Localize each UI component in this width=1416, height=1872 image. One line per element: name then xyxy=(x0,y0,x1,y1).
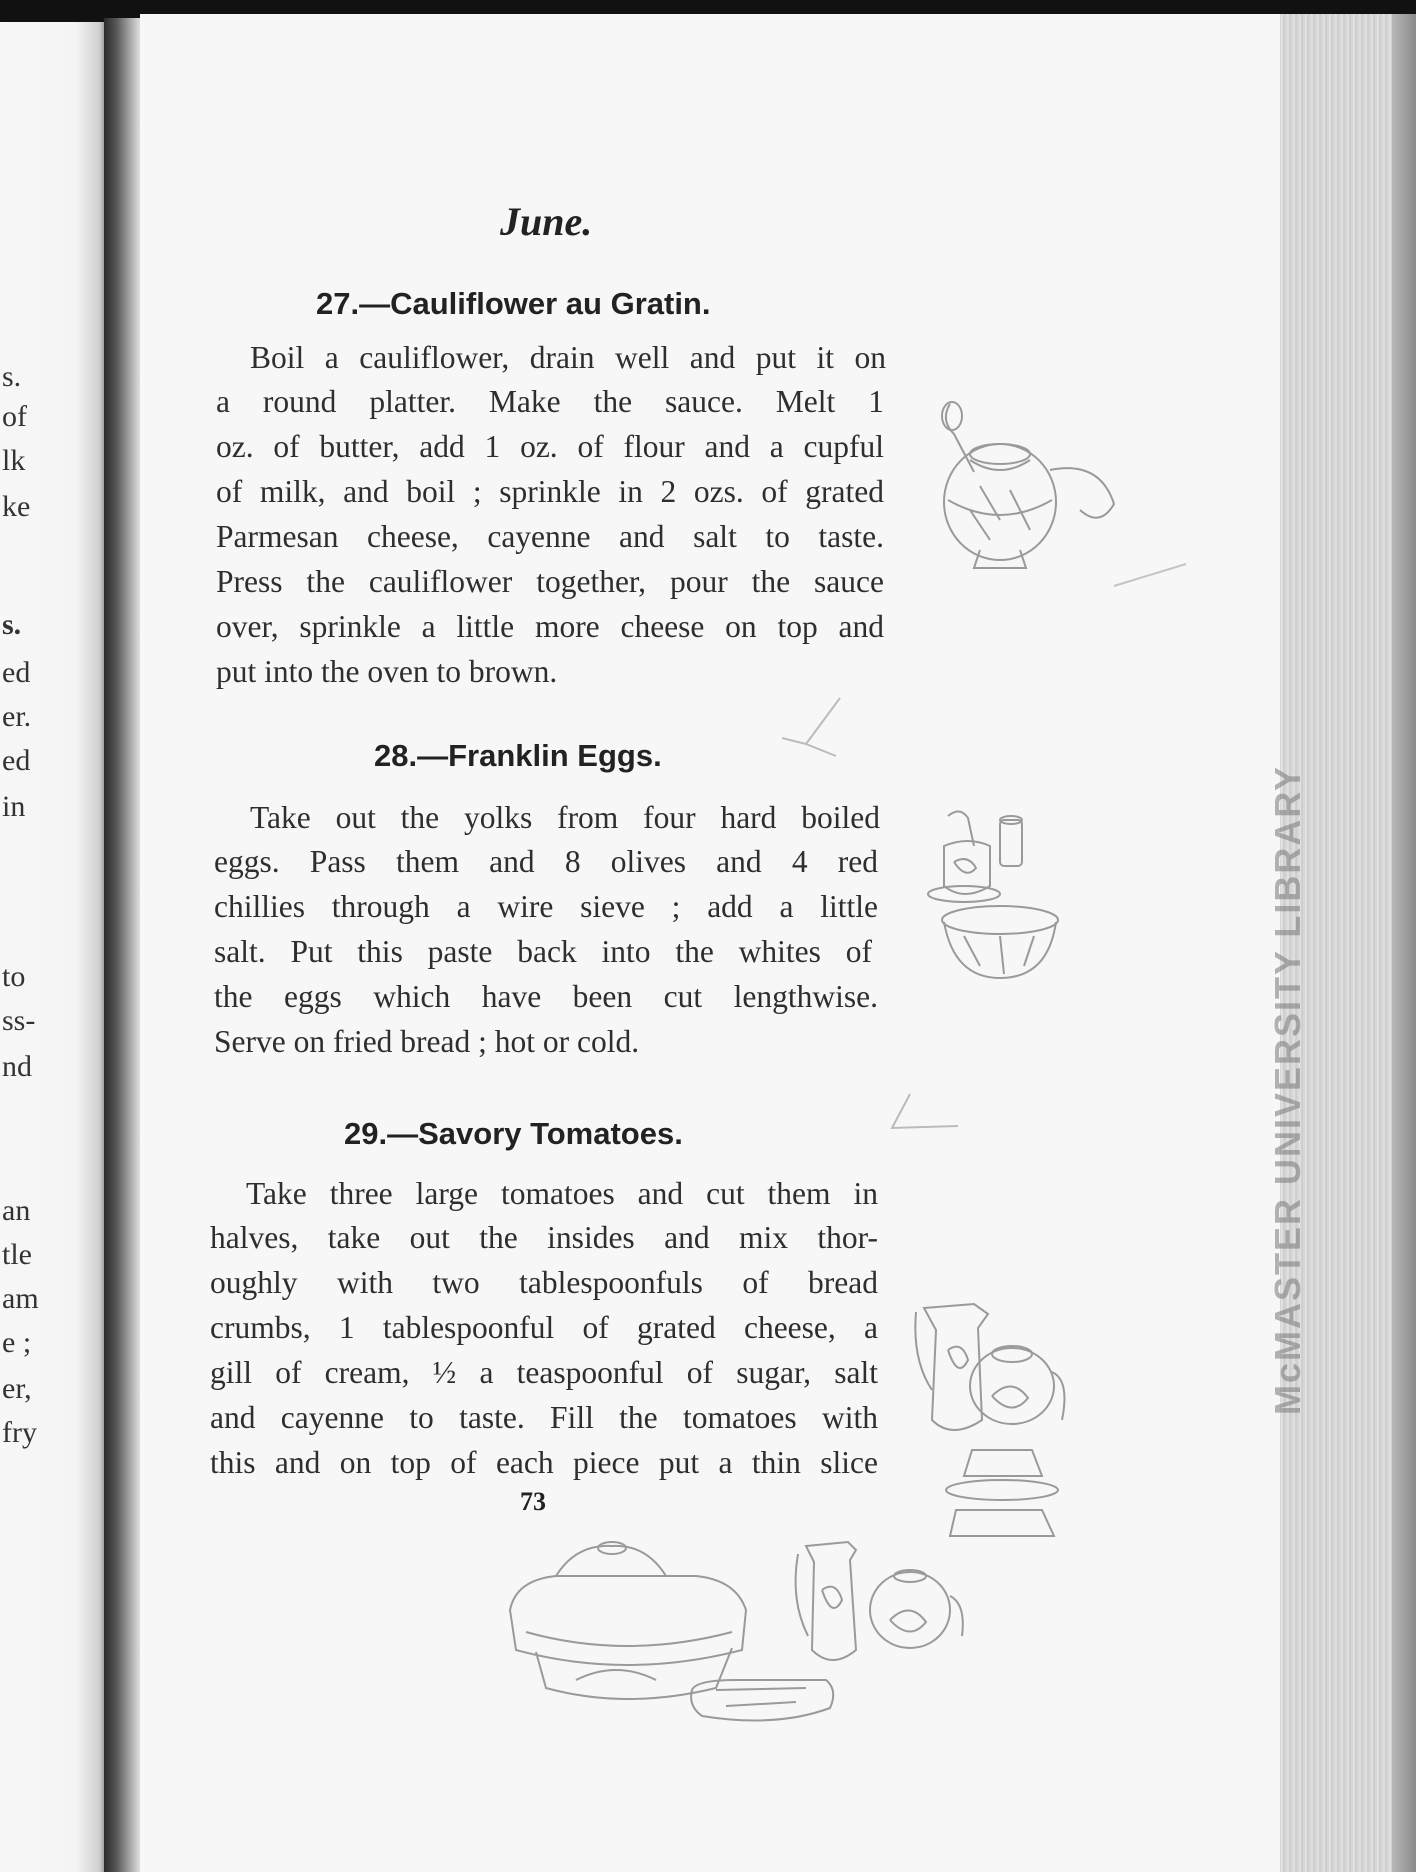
recipe-text-line: crumbs, 1 tablespoonful of grated cheese, a xyxy=(210,1310,878,1345)
pencil-mark xyxy=(776,694,846,764)
previous-page-fragment: tle xyxy=(2,1238,32,1271)
recipe-text-line: and cayenne to taste. Fill the tomatoes with xyxy=(210,1400,878,1435)
recipe-heading: 29.—Savory Tomatoes. xyxy=(344,1116,683,1151)
recipe-text-line: Take three large tomatoes and cut them in xyxy=(246,1176,878,1211)
pencil-mark xyxy=(886,1090,966,1136)
previous-page xyxy=(0,22,108,1872)
previous-page-fragment: ss- xyxy=(2,1004,36,1037)
previous-page-fragment: lk xyxy=(2,444,26,477)
recipe-text-line: oughly with two tablespoonfuls of bread xyxy=(210,1265,878,1300)
recipe-text-line: this and on top of each piece put a thin slice xyxy=(210,1445,878,1480)
jug-and-teapot-illustration xyxy=(912,1300,1072,1540)
recipe-text-line: a round platter. Make the sauce. Melt 1 xyxy=(216,384,884,419)
previous-page-fragment: s. xyxy=(2,608,22,641)
recipe-heading: 27.—Cauliflower au Gratin. xyxy=(316,286,711,321)
recipe-text-line: of milk, and boil ; sprinkle in 2 ozs. of grated xyxy=(216,474,884,509)
tureen-and-dishes-illustration xyxy=(496,1540,976,1730)
recipe-text-line: the eggs which have been cut lengthwise. xyxy=(214,979,878,1014)
previous-page-fragment: ke xyxy=(2,490,31,523)
recipe-text-line: eggs. Pass them and 8 olives and 4 red xyxy=(214,844,878,879)
previous-page-fragment: an xyxy=(2,1194,31,1227)
recipe-text-line: salt. Put this paste back into the whites of xyxy=(214,934,872,969)
previous-page-fragment: er, xyxy=(2,1372,32,1405)
recipe-text-line: gill of cream, ½ a teaspoonful of sugar, salt xyxy=(210,1355,878,1390)
recipe-text-line: halves, take out the insides and mix thor- xyxy=(210,1220,878,1255)
pencil-mark xyxy=(1110,560,1190,590)
recipe-text-line: chillies through a wire sieve ; add a little xyxy=(214,889,878,924)
recipe-text-line: put into the oven to brown. xyxy=(216,654,558,689)
recipe-text-line: Serve on fried bread ; hot or cold. xyxy=(214,1024,640,1059)
previous-page-fragment: fry xyxy=(2,1416,37,1449)
previous-page-fragment: in xyxy=(2,790,26,823)
page-title: June. xyxy=(500,199,593,244)
recipe-text-line: Parmesan cheese, cayenne and salt to taste. xyxy=(216,519,884,554)
previous-page-fragment: to xyxy=(2,960,26,993)
recipe-heading: 28.—Franklin Eggs. xyxy=(374,738,662,773)
recipe-text-line: oz. of butter, add 1 oz. of flour and a cupful xyxy=(216,429,884,464)
previous-page-fragment: e ; xyxy=(2,1326,32,1359)
book-gutter xyxy=(104,18,144,1872)
previous-page-fragment: ed xyxy=(2,656,31,689)
library-stamp: McMASTER UNIVERSITY LIBRARY xyxy=(1267,764,1308,1416)
previous-page-fragment: am xyxy=(2,1282,39,1315)
teapot-illustration xyxy=(930,400,1116,580)
page-number: 73 xyxy=(520,1487,546,1516)
previous-page-fragment: er. xyxy=(2,700,32,733)
previous-page-fragment: s. xyxy=(2,360,22,393)
previous-page-fragment: of xyxy=(2,400,27,433)
recipe-text-line: Boil a cauliflower, drain well and put it on xyxy=(250,340,886,375)
previous-page-fragment: ed xyxy=(2,744,31,777)
recipe-text-line: over, sprinkle a little more cheese on top and xyxy=(216,609,884,644)
recipe-text-line: Press the cauliflower together, pour the sauce xyxy=(216,564,884,599)
previous-page-fragment: nd xyxy=(2,1050,32,1083)
recipe-text-line: Take out the yolks from four hard boiled xyxy=(250,800,880,835)
page-edges-shadow xyxy=(1392,14,1416,1872)
cups-and-bowl-illustration xyxy=(924,806,1074,986)
